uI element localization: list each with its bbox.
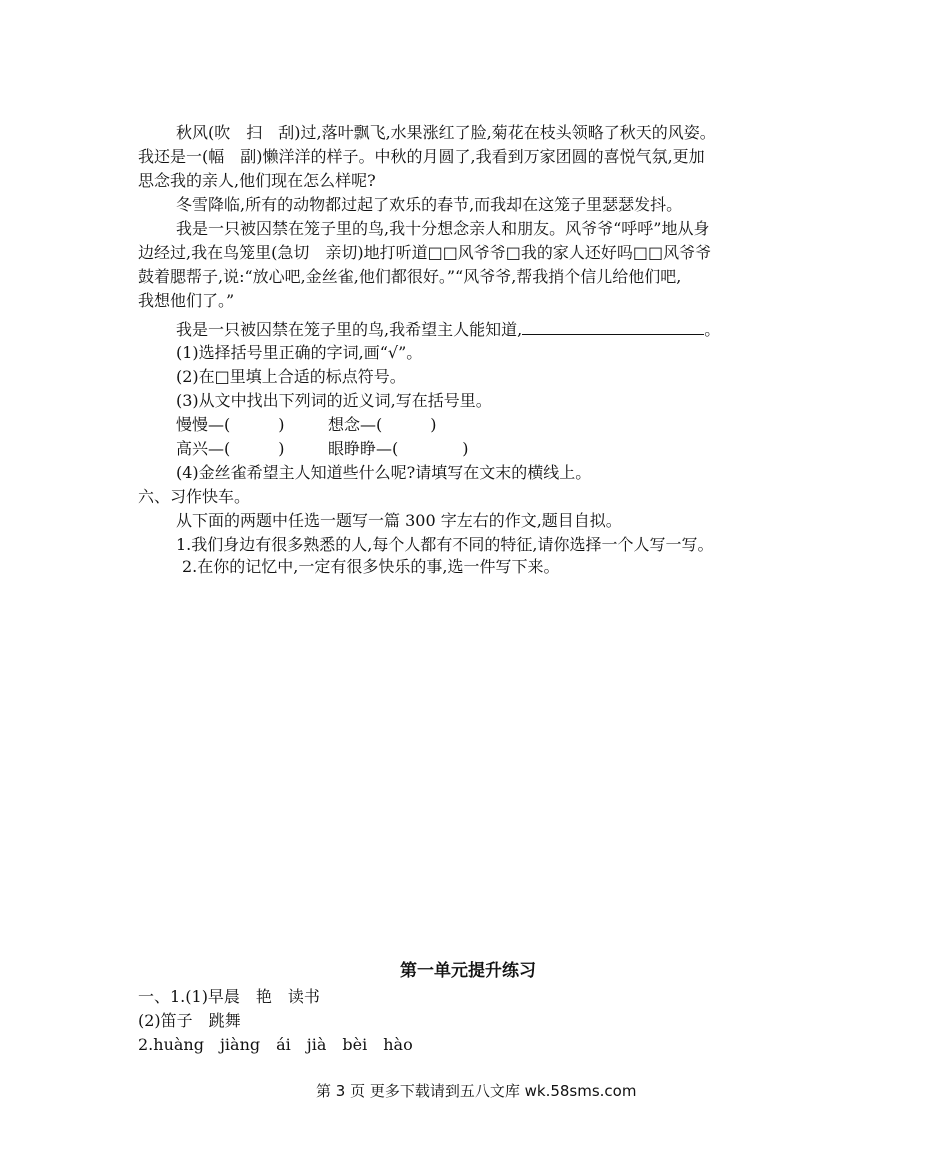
answer-key-title: 第一单元提升练习	[400, 961, 536, 981]
passage-line: 思念我的亲人,他们现在怎么样呢?	[138, 171, 376, 190]
synonym-item: 慢慢—( )	[176, 415, 285, 434]
passage-line: 我是一只被囚禁在笼子里的鸟,我十分想念亲人和朋友。风爷爷“呼呼”地从身	[176, 219, 710, 238]
section-heading: 六、习作快车。	[138, 487, 251, 506]
passage-line: 我想他们了。”	[138, 291, 235, 310]
passage-line-with-blank	[176, 318, 720, 341]
passage-text: 我是一只被囚禁在笼子里的鸟,我希望主人能知道,	[176, 320, 523, 339]
writing-topic-2: 2.在你的记忆中,一定有很多快乐的事,选一件写下来。	[182, 557, 560, 576]
passage-line: 边经过,我在鸟笼里(急切 亲切)地打听道□□风爷爷□我的家人还好吗□□风爷爷	[138, 243, 712, 262]
synonym-item: 想念—( )	[328, 415, 437, 434]
question-3: (3)从文中找出下列词的近义词,写在括号里。	[176, 391, 492, 410]
answer-blank[interactable]	[522, 318, 704, 335]
question-2: (2)在□里填上合适的标点符号。	[176, 367, 406, 386]
question-4: (4)金丝雀希望主人知道些什么呢?请填写在文末的横线上。	[176, 463, 592, 482]
passage-text: 。	[704, 320, 721, 339]
question-1: (1)选择括号里正确的字词,画“√”。	[176, 343, 423, 362]
answer-line: 一、1.(1)早晨 艳 读书	[138, 987, 320, 1006]
answer-line: 2.huàng jiàng ái jià bèi hào	[138, 1035, 413, 1054]
writing-instructions: 从下面的两题中任选一题写一篇 300 字左右的作文,题目自拟。	[176, 511, 622, 530]
passage-line: 我还是一(幅 副)懒洋洋的样子。中秋的月圆了,我看到万家团圆的喜悦气氛,更加	[138, 147, 705, 166]
page-footer: 第 3 页 更多下载请到五八文库 wk.58sms.com	[316, 1082, 637, 1100]
writing-topic-1: 1.我们身边有很多熟悉的人,每个人都有不同的特征,请你选择一个人写一写。	[176, 535, 714, 554]
passage-line: 冬雪降临,所有的动物都过起了欢乐的春节,而我却在这笼子里瑟瑟发抖。	[176, 195, 683, 214]
passage-line: 秋风(吹 扫 刮)过,落叶飘飞,水果涨红了脸,菊花在枝头领略了秋天的风姿。	[176, 123, 716, 142]
answer-line: (2)笛子 跳舞	[138, 1011, 241, 1030]
passage-line: 鼓着腮帮子,说:“放心吧,金丝雀,他们都很好。”“风爷爷,帮我捎个信儿给他们吧,	[138, 267, 682, 286]
synonym-item: 眼睁睁—( )	[328, 439, 469, 458]
synonym-item: 高兴—( )	[176, 439, 285, 458]
